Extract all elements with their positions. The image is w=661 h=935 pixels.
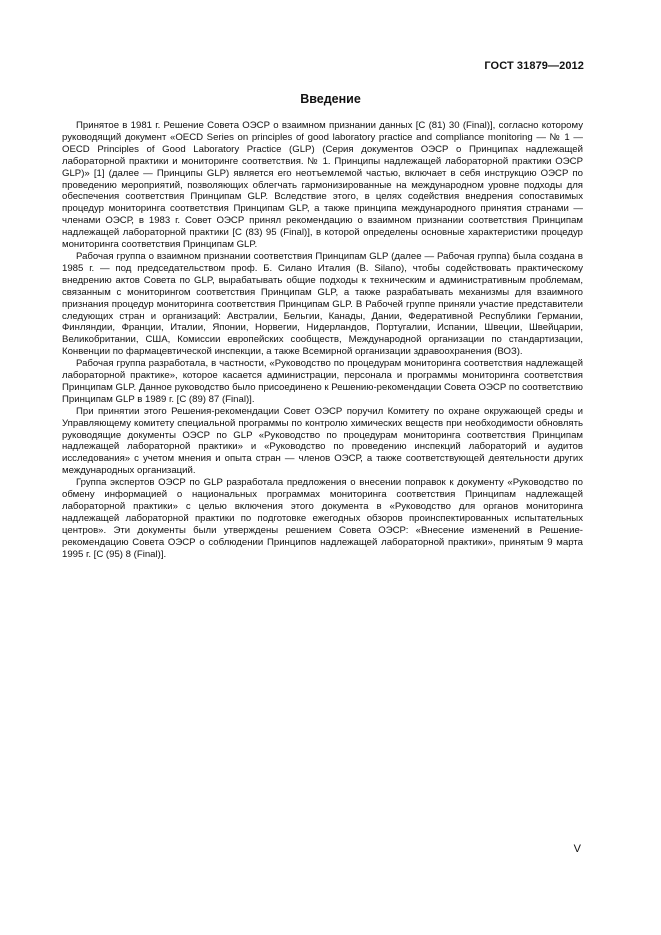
paragraph: Группа экспертов ОЭСР по GLP разработала предложения о внесении поправок к документу «Руководство по обмену информацией о национальных программах мониторинга соответствия Принципам надлежащей лабораторной практики» с целью включения этого документа в «Руководство для органов мониторинга надлежащей лабораторной практики по подготовке ежегодных обзоров проинспектированных испытательных центров». Эти документы были утверждены решением Совета ОЭСР: «Внесение изменений в Решение-рекомендацию Совета ОЭСР о соблюдении Принципов надлежащей лабораторной практики», принятым 9 марта 1995 г. [C (95) 8 (Final)]. (62, 477, 583, 560)
section-title: Введение (300, 92, 361, 106)
paragraph: Рабочая группа о взаимном признании соответствия Принципам GLP (далее — Рабочая группа) была создана в 1985 г. — под председательством проф. Б. Силано Италия (B. Silano), чтобы содействовать практическому внедрению актов Совета по GLP, вырабатывать общие подходы к техническим и административным проблемам, связанным с мониторингом соответствия Принципам GLP, а также разрабатывать механизмы для взаимного признания процедур мониторинга соответствия Принципам GLP. В Рабочей группе приняли участие представители следующих стран и организаций: Австралии, Бельгии, Канады, Дании, Федеративной Республики Германии, Финляндии, Франции, Италии, Японии, Норвегии, Нидерландов, Португалии, Испании, Швеции, Швейцарии, Великобритании, США, Комиссии европейских сообществ, Международной организации по стандартизации, Конвенции по фармацевтической инспекции, а также Всемирной организации здравоохранения (ВОЗ). (62, 250, 583, 358)
paragraph: Принятое в 1981 г. Решение Совета ОЭСР о взаимном признании данных [C (81) 30 (Final)], согласно которому руководящий документ «OECD Series on principles of good laboratory practice and compliance monitoring — № 1 — OECD Principles of Good Laboratory Practice (GLP) (Серия документов ОЭСР о Принципах надлежащей лабораторной практики и мониторинге соответствия. № 1. Принципы надлежащей лабораторной практики ОЭСР GLP)» [1] (далее — Принципы GLP) является его неотъемлемой частью, включает в себя инструкцию ОЭСР по проведению мероприятий, позволяющих облегчать гармонизированные на международном уровне подходы для обеспечения соответствия Принципам GLP. Вследствие этого, в целях содействия внедрения сопоставимых процедур мониторинга соответствия Принципам GLP, а также принципа международного принятия странами — членами ОЭСР, в 1983 г. Совет ОЭСР принял рекомендацию о взаимном признании соответствия Принципам надлежащей лабораторной практики [C (83) 95 (Final)], в которой определены основные характеристики процедур мониторинга соответствия Принципам GLP. (62, 120, 583, 251)
paragraph: Рабочая группа разработала, в частности, «Руководство по процедурам мониторинга соответствия надлежащей лабораторной практике», которое касается администрации, персонала и программы мониторинга соответствия Принципам GLP. Данное руководство было присоединено к Решению-рекомендации Совета ОЭСР по соответствию Принципам GLP в 1989 г. [C (89) 87 (Final)]. (62, 358, 583, 405)
paragraph: При принятии этого Решения-рекомендации Совет ОЭСР поручил Комитету по охране окружающей среды и Управляющему комитету специальной программы по контролю химических веществ при необходимости обновлять руководящие документы ОЭСР по GLP «Руководство по процедурам мониторинга соответствия Принципам надлежащей лабораторной практики» и «Руководство по проведению инспекций лабораторий и аудитов исследования» с учетом мнения и опыта стран — членов ОЭСР, а также соответствующей деятельности других международных организаций. (62, 405, 583, 477)
page-number: V (573, 843, 581, 855)
document-code: ГОСТ 31879—2012 (484, 60, 584, 72)
section-body (62, 120, 583, 561)
